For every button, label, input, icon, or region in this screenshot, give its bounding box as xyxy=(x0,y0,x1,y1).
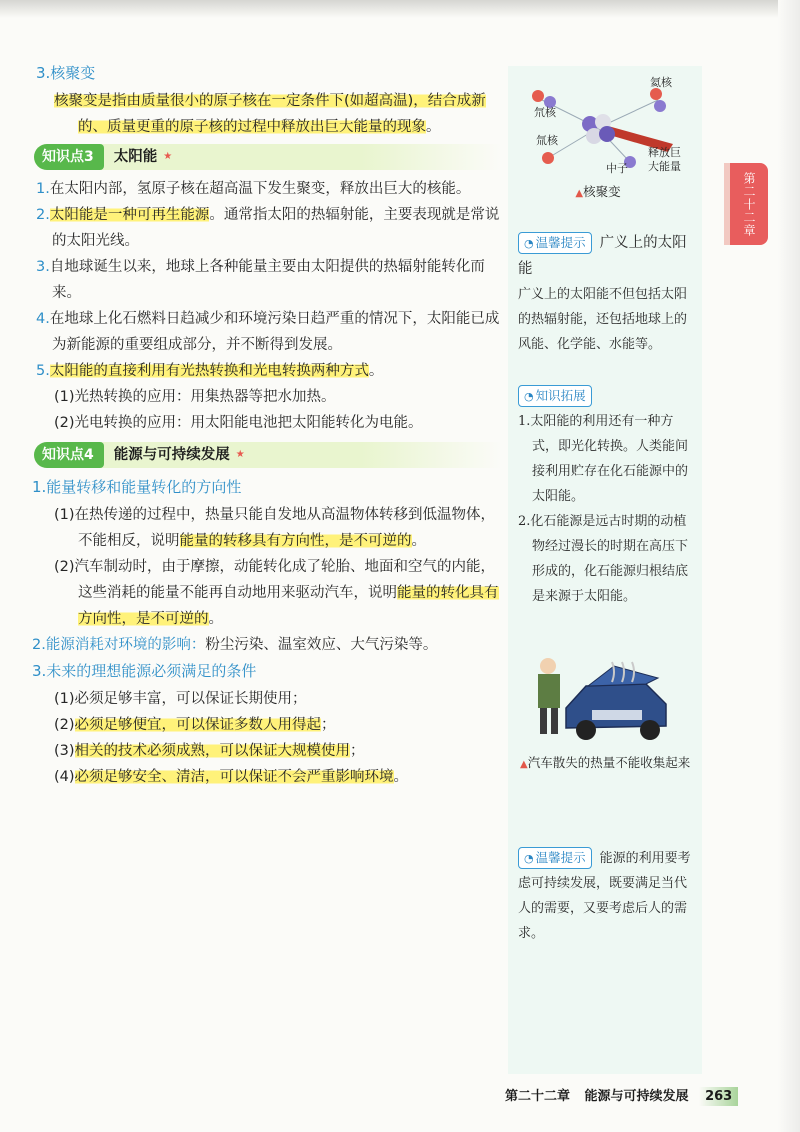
item-text: 。 xyxy=(393,769,409,785)
item-text: (2)汽车制动时，由于摩擦，动能转化成了轮胎、地面和空气的内能，这些消耗的能量不能再自动地用来驱动汽车，说明 xyxy=(54,559,496,601)
label-energy-2: 大能量 xyxy=(648,160,681,173)
tip-box-solar xyxy=(518,230,698,357)
label-neutron: 中子 xyxy=(606,162,628,175)
lightbulb-icon: ◔ xyxy=(524,390,534,403)
subheading-ideal-energy: 3.未来的理想能源必须满足的条件 xyxy=(32,662,257,680)
item-text: 自地球诞生以来，地球上各种能量主要由太阳提供的热辐射能转化而来。 xyxy=(49,259,485,301)
chapter-side-tab: 第二十二章 xyxy=(730,163,768,245)
item-text: 。通常指太阳的热辐射能，主要表现就是常说的太阳光线。 xyxy=(52,207,500,249)
caption-triangle-icon: ▲ xyxy=(520,759,528,770)
fusion-figure xyxy=(508,66,702,216)
tip-badge xyxy=(518,847,592,869)
impact-text: 粉尘污染、温室效应、大气污染等。 xyxy=(205,637,438,653)
item-text: ； xyxy=(350,743,365,759)
tip-body: 能源的利用要考虑可持续发展，既要满足当代人的需要，又要考虑后人的需求。 xyxy=(518,851,691,941)
knowledge-point-4-header xyxy=(34,442,502,468)
direction-items xyxy=(24,502,500,632)
extension-badge-label: 知识拓展 xyxy=(535,388,586,403)
item-text: (2) xyxy=(54,717,75,733)
item-text: (2)光电转换的应用：用太阳能电池把太阳能转化为电能。 xyxy=(54,415,423,431)
lightbulb-icon: ◔ xyxy=(524,852,534,865)
page-number: 263 xyxy=(699,1087,738,1106)
list-item xyxy=(24,254,500,306)
label-deuterium: 氘核 xyxy=(534,106,556,119)
footer-chapter: 第二十二章 xyxy=(505,1089,571,1104)
kp-title: 太阳能 xyxy=(113,149,158,165)
item-text: 。 xyxy=(426,119,441,135)
tip-body: 广义上的太阳能不但包括太阳的热辐射能，还包括地球上的风能、化学能、水能等。 xyxy=(518,287,688,352)
highlighted-text: 太阳能的直接利用有光热转换和光电转换两种方式 xyxy=(49,363,369,379)
page-binding-edge xyxy=(778,0,800,1132)
extension-badge xyxy=(518,385,592,407)
kp-tag: 知识点4 xyxy=(34,442,104,468)
item-text: ； xyxy=(321,717,336,733)
highlighted-text: 能量的转移具有方向性，是不可逆的 xyxy=(179,533,412,549)
list-item xyxy=(24,764,500,790)
star-icon: ★ xyxy=(163,151,173,162)
page-footer xyxy=(505,1085,785,1111)
label-tritium: 氚核 xyxy=(536,134,558,147)
item-number: 2. xyxy=(36,207,50,223)
list-item xyxy=(24,502,500,554)
sidebar-column xyxy=(508,66,702,1074)
item-number: 4. xyxy=(36,311,50,327)
highlighted-text: 核聚变是指由质量很小的原子核在一定条件下(如超高温)，结合成新的、质量更重的原子核的过程中释放出巨大能量的现象 xyxy=(54,93,486,135)
extension-item: 2.化石能源是远古时期的动植物经过漫长的时期在高压下形成的，化石能源归根结底是来源于太阳能。 xyxy=(518,514,689,604)
list-item xyxy=(24,384,500,410)
caption-triangle-icon: ▲ xyxy=(575,188,584,199)
list-item xyxy=(24,738,500,764)
label-helium: 氦核 xyxy=(650,76,672,89)
footer-title: 能源与可持续发展 xyxy=(584,1089,689,1104)
highlighted-text: 必须足够便宜，可以保证多数人用得起 xyxy=(74,717,322,733)
list-item xyxy=(24,410,500,436)
item-number: 1. xyxy=(36,181,50,197)
environment-impact xyxy=(32,632,500,658)
car-caption xyxy=(520,752,698,776)
fusion-items xyxy=(24,88,500,140)
tip-badge-label: 温馨提示 xyxy=(535,850,586,865)
list-item xyxy=(24,686,500,712)
knowledge-point-3-header xyxy=(34,144,502,170)
item-text: (3) xyxy=(54,743,75,759)
tip-badge-label: 温馨提示 xyxy=(535,235,586,250)
item-text: 。 xyxy=(411,533,426,549)
subheading-impact: 2.能源消耗对环境的影响： xyxy=(32,637,206,653)
extension-item: 1.太阳能的利用还有一种方式，即光化转换。人类能间接利用贮存在化石能源中的太阳能。 xyxy=(518,414,689,504)
tip-box-sustainability xyxy=(518,846,698,946)
section-heading-fusion: 3.核聚变 xyxy=(36,64,96,82)
solar-items xyxy=(24,176,500,384)
kp-title: 能源与可持续发展 xyxy=(113,447,230,463)
list-item xyxy=(24,176,500,202)
list-item xyxy=(24,712,500,738)
highlighted-text: 必须足够安全、清洁，可以保证不会严重影响环境 xyxy=(74,769,394,785)
item-number: 3. xyxy=(36,259,50,275)
list-item xyxy=(24,88,500,140)
ideal-energy-items xyxy=(24,686,500,790)
kp-tag: 知识点3 xyxy=(34,144,104,170)
subheading-direction: 1.能量转移和能量转化的方向性 xyxy=(32,478,242,496)
page-top-edge xyxy=(0,0,800,18)
knowledge-extension-box xyxy=(518,384,698,609)
highlighted-text: 相关的技术必须成熟，可以保证大规模使用 xyxy=(74,743,351,759)
car-figure xyxy=(526,648,676,744)
list-item xyxy=(24,554,500,632)
lightbulb-icon: ◔ xyxy=(524,237,534,250)
list-item xyxy=(24,358,500,384)
list-item xyxy=(24,306,500,358)
highlighted-text: 太阳能是一种可再生能源 xyxy=(49,207,210,223)
tip-title: 广义上的太阳能 xyxy=(518,235,687,277)
star-icon: ★ xyxy=(235,449,245,460)
item-text: (1)光热转换的应用：用集热器等把水加热。 xyxy=(54,389,336,405)
tip-badge xyxy=(518,232,592,254)
caption-text: 汽车散失的热量不能收集起来 xyxy=(527,755,691,770)
item-text: (1)在热传递的过程中，热量只能自发地从高温物体转移到低温物体，不能相反，说明 xyxy=(54,507,496,549)
item-text: 在太阳内部，氢原子核在超高温下发生聚变，释放出巨大的核能。 xyxy=(49,181,471,197)
list-item xyxy=(24,202,500,254)
item-number: 5. xyxy=(36,363,50,379)
item-text: 。 xyxy=(208,611,223,627)
fusion-diagram xyxy=(508,66,702,196)
main-column xyxy=(24,56,500,790)
item-text: (4) xyxy=(54,769,75,785)
item-text: 在地球上化石燃料日趋减少和环境污染日趋严重的情况下，太阳能已成为新能源的重要组成部分，并不断得到发展。 xyxy=(49,311,500,353)
fusion-caption xyxy=(548,182,648,200)
label-energy-1: 释放巨 xyxy=(648,146,681,159)
item-text: 。 xyxy=(368,363,384,379)
caption-text: 核聚变 xyxy=(583,184,621,199)
highlighted-text: 能量的转化具有方向性，是不可逆的 xyxy=(78,585,499,627)
solar-subitems xyxy=(24,384,500,436)
item-text: (1)必须足够丰富，可以保证长期使用； xyxy=(54,691,307,707)
